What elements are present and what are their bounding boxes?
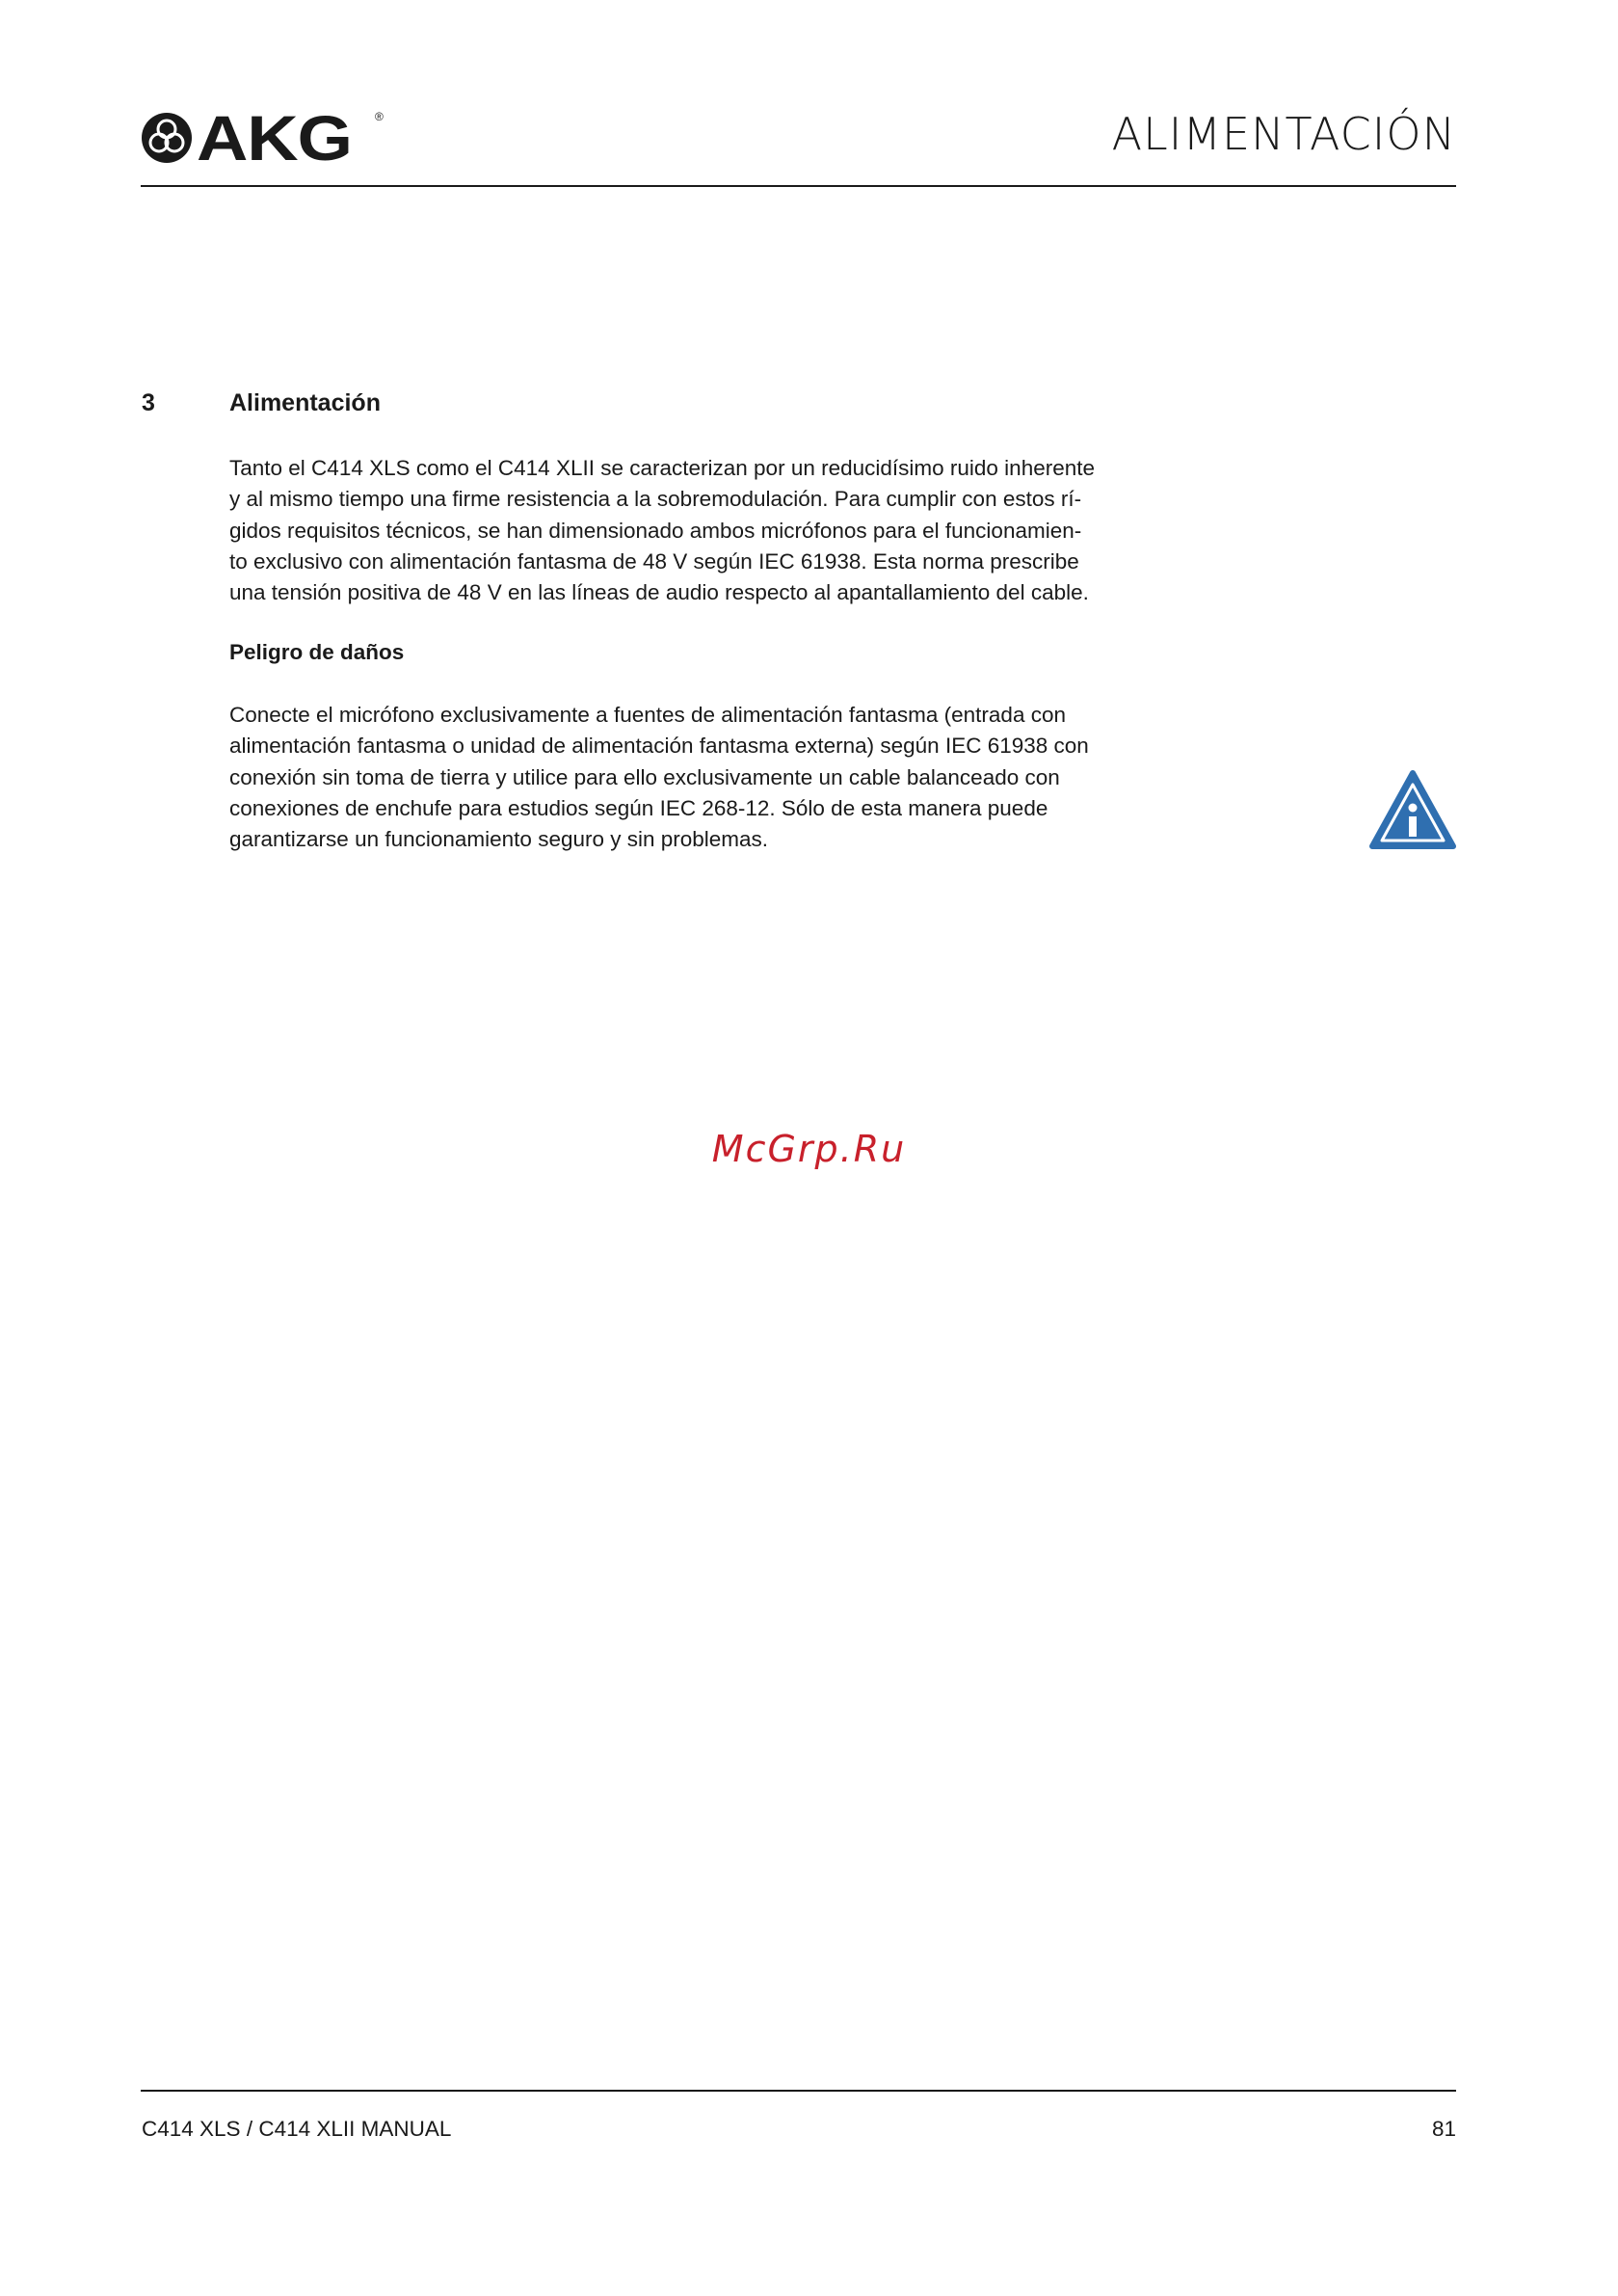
footer-manual-name: C414 XLS / C414 XLII MANUAL [142, 2117, 452, 2141]
watermark: McGrp.Ru [711, 1128, 907, 1170]
paragraph-line: Tanto el C414 XLS como el C414 XLII se caracterizan por un reducidísimo ruido inherente [229, 456, 1096, 480]
intro-paragraph [229, 453, 1174, 608]
page-header-title: ALIMENTACIÓN [1111, 108, 1456, 160]
header-divider [141, 185, 1456, 187]
warning-heading: Peligro de daños [229, 640, 405, 664]
page-number: 81 [1431, 2117, 1456, 2141]
footer-divider [141, 2090, 1456, 2092]
paragraph-line: alimentación fantasma o unidad de alimentación fantasma externa) según IEC 61938 con [229, 734, 1089, 759]
paragraph-line: conexiones de enchufe para estudios según IEC 268-12. Sólo de esta manera puede [229, 795, 1048, 820]
registered-mark: ® [375, 110, 384, 123]
section-number: 3 [142, 389, 155, 416]
warning-paragraph [229, 700, 1174, 855]
section-title: Alimentación [229, 389, 381, 416]
logo-wordmark: AKG [197, 102, 352, 174]
paragraph-line: Conecte el micrófono exclusivamente a fuentes de alimentación fantasma (entrada con [229, 703, 1066, 727]
paragraph-line: una tensión positiva de 48 V en las líneas de audio respecto al apantallamiento del cable. [229, 580, 1089, 605]
akg-emblem-icon [141, 112, 193, 164]
info-warning-icon [1368, 769, 1457, 855]
akg-logo [141, 102, 384, 174]
paragraph-line: y al mismo tiempo una firme resistencia a la sobremodulación. Para cumplir con estos rí- [229, 487, 1082, 512]
paragraph-line: gidos requisitos técnicos, se han dimensionado ambos micrófonos para el funcionamien- [229, 518, 1082, 543]
paragraph-line: to exclusivo con alimentación fantasma de 48 V según IEC 61938. Esta norma prescribe [229, 548, 1079, 574]
paragraph-line: conexión sin toma de tierra y utilice para ello exclusivamente un cable balanceado con [229, 764, 1060, 789]
paragraph-line: garantizarse un funcionamiento seguro y sin problemas. [229, 827, 769, 852]
